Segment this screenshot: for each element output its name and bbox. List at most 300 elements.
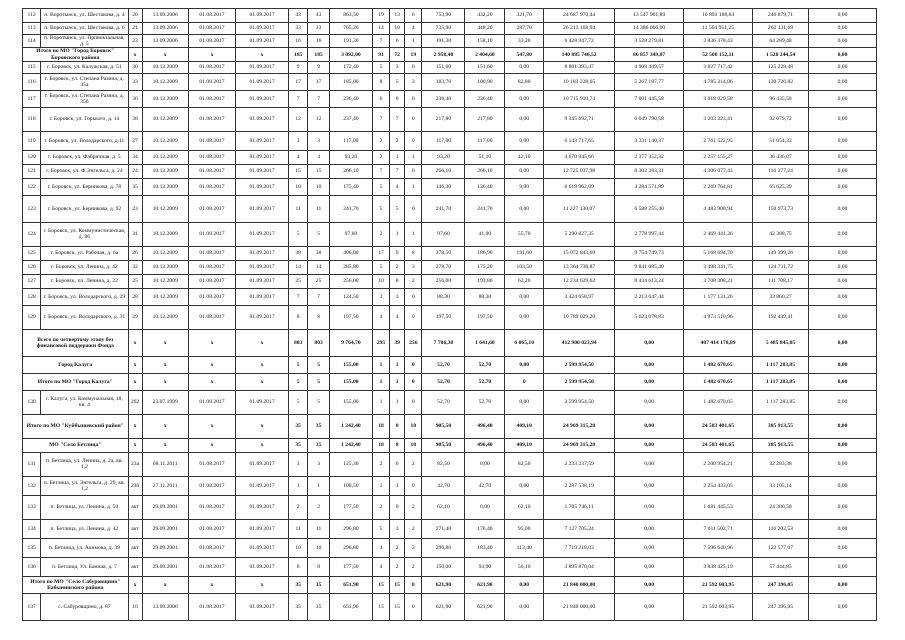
table-cell: 5 [288,222,307,246]
table-cell: 116 [23,73,41,90]
table-cell: 0,00 [809,329,877,356]
table-cell: 97,60 [422,222,465,246]
table-cell: 0,00 [615,329,684,356]
table-cell: 01.09.2017 [236,222,289,246]
table-cell: 30 [128,61,142,73]
table-row [23,73,877,90]
table-cell: 5 [372,195,389,222]
table-cell: 26 [128,246,142,260]
table-cell: 20 [128,9,142,23]
table-cell: 6 [405,9,422,23]
table-cell: 7 127 705,24 [544,519,615,538]
table-cell: 10.12.2009 [142,260,188,274]
table-cell: акт [128,495,142,519]
table-cell: 0,00 [809,195,877,222]
table-cell: 2 404,60 [465,48,505,61]
table-cell: 29.09.2001 [142,495,188,519]
table-cell: 0,00 [809,164,877,178]
table-cell: 10.12.2009 [142,131,188,150]
table-cell: 10.12.2009 [142,274,188,288]
table-row [23,164,877,178]
table-cell: 2 [405,557,422,576]
total-row [23,373,877,390]
table-cell: Итого по МО "Село Сабуровщино" Бабынинского района [23,576,129,593]
table-cell: 42 388,75 [753,222,809,246]
table-cell: 8 [405,246,422,260]
table-cell: 150 973,73 [753,195,809,222]
table-cell: 247 396,05 [753,576,809,593]
table-cell: 01.08.2017 [188,593,235,620]
table-cell: 186,90 [465,246,505,260]
table-cell: 122 577,07 [753,538,809,557]
table-cell: 1 [390,476,405,495]
table-cell: 10 [288,538,307,557]
table-cell: 1 [390,390,405,414]
table-cell: 155,00 [329,390,372,414]
table-cell: 1 482 670,65 [684,390,753,414]
table-cell: 2 [390,131,405,150]
table-cell: 296,80 [422,538,465,557]
table-cell: 4 483 900,94 [684,195,753,222]
table-cell: 33 [128,73,142,90]
table-cell: 10 [308,538,330,557]
table-cell: 125,30 [329,452,372,476]
table-cell: 13.09.2006 [142,9,188,23]
table-cell: 0,00 [809,557,877,576]
table-cell: 3 [405,73,422,90]
table-cell: 765,20 [329,23,372,35]
table-cell: x [128,329,142,356]
table-cell: 5 [372,519,389,538]
table-cell: 8 302 283,31 [615,164,684,178]
table-row [23,23,877,35]
table-cell: 262 [128,390,142,414]
table-cell: 192 439,41 [753,305,809,329]
table-cell: 125 [23,246,41,260]
table-cell: 116 377,24 [753,164,809,178]
table-cell: 01.08.2017 [188,90,235,107]
table-cell: 21 [128,23,142,35]
table-cell: 17 [288,73,307,90]
table-cell: x [236,438,289,452]
table-cell: 8 [372,73,389,90]
table-cell: 29.09.2001 [142,557,188,576]
table-cell: 155,00 [329,373,372,390]
table-cell: 2 200 954,21 [684,452,753,476]
table-cell: 185 [308,48,330,61]
table-cell: 15 [308,164,330,178]
table-cell: 10.12.2009 [142,222,188,246]
table-cell: 123 [23,195,41,222]
table-cell: 01.08.2017 [188,195,235,222]
table-cell: 7 [372,35,389,48]
table-row [23,150,877,164]
table-cell: x [142,373,188,390]
table-cell: 119 [23,131,41,150]
table-cell: 01.09.2017 [236,178,289,195]
table-cell: 7 [390,107,405,131]
table-cell: 172,40 [329,61,372,73]
table-cell: г. Боровск, ул. Берникова, д. 78 [41,178,128,195]
table-cell: 23а [128,452,142,476]
table-cell: 35 [288,414,307,438]
table-cell: 92 679,72 [753,107,809,131]
table-cell: x [188,356,235,373]
table-cell: 01.08.2017 [188,495,235,519]
table-cell: 62,10 [422,495,465,519]
total-row [23,329,877,356]
table-cell: 621,90 [465,593,505,620]
table-cell: 16 [288,35,307,48]
table-cell: 136,40 [465,178,505,195]
table-cell: 2 761 522,95 [684,131,753,150]
table-cell: 4 [372,557,389,576]
table-cell: 11 [288,195,307,222]
table-cell: 117,00 [465,131,505,150]
table-cell: 5 [372,178,389,195]
table-cell: 621,90 [465,576,505,593]
table-cell: 3 838 425,19 [684,557,753,576]
table-cell: акт [128,538,142,557]
table-cell: 8 [308,305,330,329]
table-cell: 278,70 [422,260,465,274]
table-cell: 4 306 077,43 [684,164,753,178]
table-cell: 651,90 [329,593,372,620]
table-cell: 2 [405,519,422,538]
table-cell: п. Бетлица, Ул. Банная, д. 7 [41,557,128,576]
table-cell: 15 [390,576,405,593]
table-cell: 52,70 [422,373,465,390]
table-cell: 01.08.2017 [188,35,235,48]
table-cell: 0,00 [505,107,544,131]
table-cell: 127 [23,274,41,288]
table-cell: 0 [405,131,422,150]
table-cell: 9 841 685,40 [615,260,684,274]
table-cell: 0 [505,373,544,390]
table-cell: 197,50 [465,305,505,329]
table-cell: 12 725 037,98 [544,164,615,178]
table-cell: 0,00 [505,164,544,178]
table-cell: 4 [308,150,330,164]
table-row [23,476,877,495]
table-cell: 1 [405,35,422,48]
table-cell: 496,40 [465,414,505,438]
table-cell: 2 269 764,81 [684,178,753,195]
table-cell: 124 [23,222,41,246]
table-cell: 0,00 [809,178,877,195]
table-cell: 8 [288,557,307,576]
table-cell: 16 [308,35,330,48]
table-cell: 0,00 [809,260,877,274]
table-cell: 183,70 [422,73,465,90]
table-cell: 651,90 [329,576,372,593]
table-cell: 296,80 [329,538,372,557]
table-cell: 01.09.2017 [236,274,289,288]
table-cell: 5 290 827,35 [544,222,615,246]
table-cell: x [236,576,289,593]
table-cell: x [142,356,188,373]
table-cell: 13 364 738,87 [544,260,615,274]
table-cell: 176,40 [465,519,505,538]
table-cell: 378,50 [422,246,465,260]
table-cell: 6 [390,90,405,107]
table-cell: 905,50 [422,438,465,452]
table-cell: 4 [372,305,389,329]
table-cell: 36 436,07 [753,150,809,164]
table-cell: x [128,438,142,452]
table-cell: 38 [288,246,307,260]
table-cell: 15 [390,593,405,620]
table-cell: 52,70 [422,356,465,373]
table-cell: 29.09.2001 [142,538,188,557]
table-cell: 130 726,82 [753,73,809,90]
table-cell: 140 885 746,52 [544,48,615,61]
table-cell: 26 213 168,94 [544,23,615,35]
table-cell: 4 [372,538,389,557]
table-cell: 01.09.2017 [236,305,289,329]
table-cell: x [188,329,235,356]
table-cell: 0,00 [809,593,877,620]
table-cell: 2 [372,452,389,476]
table-cell: 149 399,26 [753,246,809,260]
table-cell: 271,40 [422,519,465,538]
table-cell: 7 [308,90,330,107]
table-cell: 0,00 [505,131,544,150]
table-cell: 4 [288,150,307,164]
table-cell: 1 117 283,85 [753,373,809,390]
table-cell: 135 [23,538,41,557]
table-cell: 35 [308,593,330,620]
table-cell: 3 [308,131,330,150]
table-cell: 2 [372,131,389,150]
table-cell: 266,10 [329,164,372,178]
table-cell: 38 [308,246,330,260]
table-cell: 236,40 [329,90,372,107]
table-cell: 2 257 155,27 [684,150,753,164]
table-cell: 621,90 [422,593,465,620]
table-cell: 217,80 [422,107,465,131]
table-cell: 118 [23,107,41,131]
table-cell: 6 143 717,65 [544,131,615,150]
table-cell: 241,70 [422,195,465,222]
table-cell: 9,90 [505,178,544,195]
table-cell: 2 [405,452,422,476]
table-cell: 88,30 [465,288,505,305]
table-cell: 108,50 [329,476,372,495]
table-cell: п. Бетлица, ул. Энгельса, д. 29, кв. 1,2 [41,476,128,495]
table-cell: 177,50 [329,557,372,576]
table-cell: 0,00 [809,73,877,90]
table-cell: 01.09.2017 [236,246,289,260]
table-cell: Город Калуга [23,356,129,373]
table-cell: 17 [308,73,330,90]
table-cell: 7 001 445,58 [615,90,684,107]
table-cell: 112 [23,9,41,23]
table-cell: 197,50 [422,305,465,329]
table-cell: 14 [372,23,389,35]
table-cell: 1 [288,476,307,495]
table-cell: 136 [23,557,41,576]
table-cell: п. Бетлица, ул. Ленина, д. 42 [41,519,128,538]
table-cell: 2 [372,150,389,164]
table-cell: 2 [405,274,422,288]
table-cell: 0,00 [615,538,684,557]
table-cell: 93,20 [329,150,372,164]
table-cell: 10 [288,178,307,195]
table-cell: 0,00 [615,390,684,414]
table-cell: г. Боровск, ул. Калужская, д. 51 [41,61,128,73]
table-cell: 7 [288,90,307,107]
table-cell: 10 715 910,74 [544,90,615,107]
table-cell: 131 [23,452,41,476]
table-cell: 2 [372,222,389,246]
table-cell: 3 [390,61,405,73]
table-cell: 0,00 [615,438,684,452]
table-cell: 4 785 314,06 [684,73,753,90]
table-cell: x [188,576,235,593]
table-cell: 0,00 [615,476,684,495]
table-cell: 191,30 [329,35,372,48]
total-row [23,356,877,373]
total-row [23,576,877,593]
table-cell: 0,00 [809,61,877,73]
table-cell: 1 117 283,85 [753,356,809,373]
total-row [23,48,877,61]
table-cell: 52 508 152,11 [684,48,753,61]
table-cell: 621,90 [422,576,465,593]
table-cell: 01.08.2017 [188,23,235,35]
table-cell: 82,80 [505,73,544,90]
table-cell: 150,00 [422,557,465,576]
table-cell: 9 345 692,71 [544,107,615,131]
table-cell: 01.08.2017 [188,538,235,557]
table-cell: 39 [390,329,405,356]
table-cell: 155,00 [329,356,372,373]
table-cell: 35 [288,576,307,593]
table-cell: x [188,48,235,61]
table-cell: 0,00 [809,452,877,476]
table-cell: Итого по МО "Куйбышевский район" [23,414,129,438]
table-cell: 2 836 378,43 [684,35,753,48]
table-cell: 01.08.2017 [188,222,235,246]
table-cell: 103,50 [505,260,544,274]
table-cell: 7 596 640,96 [684,538,753,557]
table-cell: 3 [390,519,405,538]
table-cell: 285,80 [329,260,372,274]
table-cell: 1 [405,222,422,246]
table-cell: 01.09.2017 [236,9,289,23]
table-cell: 0 [405,476,422,495]
table-cell: г. Боровск, ул. Фабричная, д. 5 [41,150,128,164]
table-cell: г. Боровск, ул. Степана Разина, д. 35а [41,73,128,90]
table-cell: 406,00 [329,246,372,260]
table-cell: 130 [23,390,41,414]
table-row [23,61,877,73]
table-cell: 448,20 [465,23,505,35]
table-cell: 115 [23,61,41,73]
table-cell: 2 213 647,44 [615,288,684,305]
table-cell: 113 [23,23,41,35]
table-cell: 0,00 [615,373,684,390]
table-cell: 132 [23,476,41,495]
table-cell: 01.09.2017 [236,288,289,305]
table-row [23,452,877,476]
housing-program-table-page [22,8,877,621]
table-cell: акт [128,557,142,576]
table-cell: x [236,414,289,438]
table-cell: 62,20 [505,274,544,288]
table-cell: 01.08.2017 [188,73,235,90]
table-cell: 01.09.2017 [236,61,289,73]
table-cell: 175,20 [465,260,505,274]
table-cell: 0,00 [505,356,544,373]
table-cell: 0,00 [505,90,544,107]
table-cell: 10.12.2009 [142,61,188,73]
table-row [23,35,877,48]
table-cell: 11 [288,519,307,538]
table-cell: 1 [405,178,422,195]
table-cell: 97,60 [329,222,372,246]
table-cell: x [142,48,188,61]
table-cell: 29.09.2001 [142,519,188,538]
table-cell: 8 434 613,24 [615,274,684,288]
table-cell: 5 [288,390,307,414]
table-cell: x [128,414,142,438]
table-cell: 0 [405,373,422,390]
table-cell: 27 [128,131,142,150]
table-cell: 2 469 441,36 [684,222,753,246]
table-cell: 01.09.2017 [236,73,289,90]
table-cell: 217,80 [465,107,505,131]
table-cell: 5 623 078,83 [615,305,684,329]
table-cell: x [142,576,188,593]
table-cell: 0,00 [505,576,544,593]
table-cell: 8 861 393,47 [544,61,615,73]
table-cell: 9 [288,61,307,73]
table-cell: 0,00 [809,373,877,390]
table-cell: 33 860,27 [753,288,809,305]
table-cell: 10 [372,274,389,288]
table-cell: 34 [128,150,142,164]
table-row [23,390,877,414]
table-cell: 23 [128,35,142,48]
table-cell: 116 202,53 [753,519,809,538]
table-cell: г. Боровск, ул. Горького, д. 14 [41,107,128,131]
table-cell: 0 [405,90,422,107]
table-cell: 10.12.2009 [142,164,188,178]
table-cell: 0 [390,452,405,476]
table-cell: 1 [372,356,389,373]
table-cell: 7 [288,288,307,305]
table-cell: 0,00 [809,519,877,538]
table-cell: 31 [128,222,142,246]
table-cell: 01.09.2017 [236,107,289,131]
table-cell: г. Боровск, ул. Володарского, д. 31 [41,305,128,329]
table-cell: 266,10 [465,164,505,178]
table-cell: 27.11.2011 [142,476,188,495]
table-cell: 236 [128,476,142,495]
table-cell: 2 599 954,50 [544,390,615,414]
table-cell: 0,00 [465,495,505,519]
table-cell: 35 [128,178,142,195]
table-row [23,305,877,329]
table-cell: 137 [23,593,41,620]
table-cell: г. Боровск, ул. Ленина, д. 42 [41,260,128,274]
table-row [23,222,877,246]
table-cell: 0,00 [809,90,877,107]
table-cell: 0,00 [809,107,877,131]
table-cell: 0,00 [615,593,684,620]
